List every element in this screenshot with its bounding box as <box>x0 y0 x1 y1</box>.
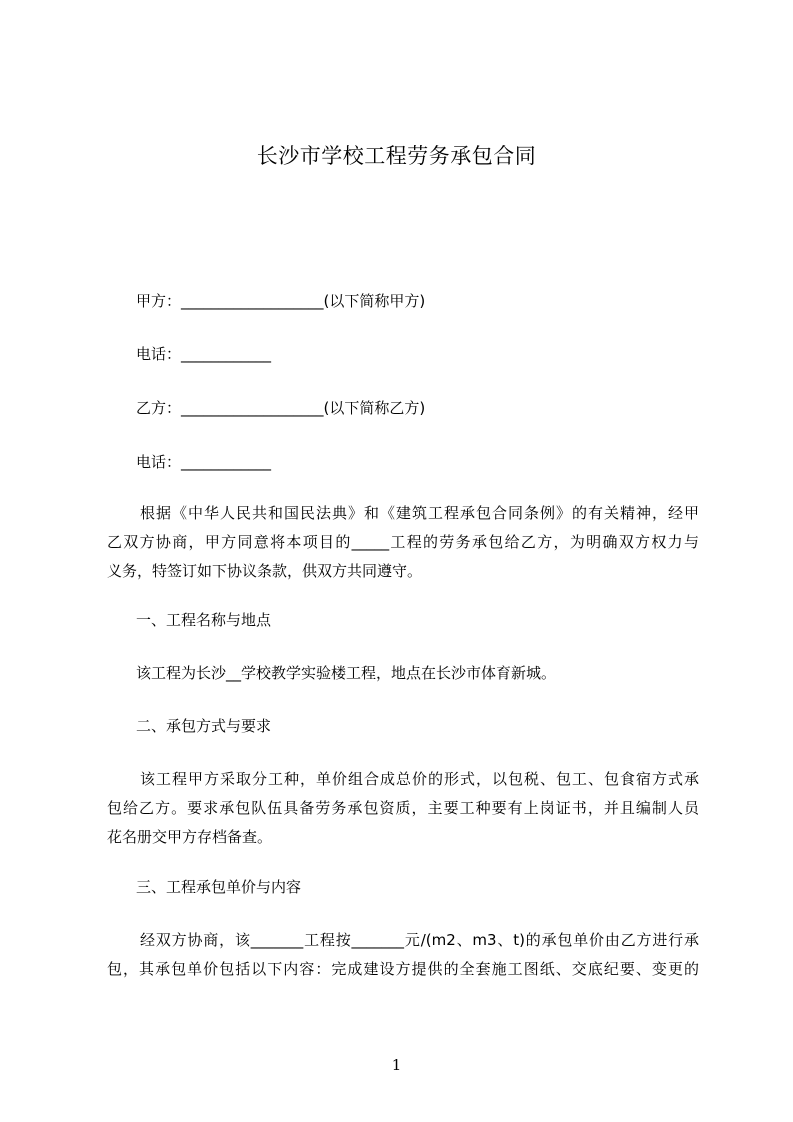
party-b-phone: 电话：____________ <box>136 453 272 471</box>
section-3-heading: 三、工程承包单价与内容 <box>136 878 302 896</box>
intro-line: 义务，特签订如下协议条款，供双方共同遵守。 <box>107 562 423 580</box>
section-3-line: 包，其承包单价包括以下内容：完成建设方提供的全套施工图纸、交底纪要、变更的 <box>107 960 699 978</box>
intro-paragraph <box>107 499 699 586</box>
section-3-line: 经双方协商，该_______工程按_______元/(m2、m3、t)的承包单价由乙方进行承 <box>140 931 699 949</box>
page-number: 1 <box>391 1056 402 1074</box>
document-title: 长沙市学校工程劳务承包合同 <box>256 144 537 168</box>
section-2-paragraph <box>107 765 699 852</box>
section-2-line: 包给乙方。要求承包队伍具备劳务承包资质，主要工种要有上岗证书，并且编制人员 <box>107 799 699 817</box>
intro-line: 根据《中华人民共和国民法典》和《建筑工程承包合同条例》的有关精神，经甲 <box>140 504 699 522</box>
intro-line: 乙双方协商，甲方同意将本项目的_____工程的劳务承包给乙方，为明确双方权力与 <box>107 533 699 551</box>
section-1-text: 该工程为长沙__学校教学实验楼工程，地点在长沙市体育新城。 <box>136 664 557 682</box>
section-1-heading: 一、工程名称与地点 <box>136 611 272 629</box>
section-3-paragraph <box>107 926 699 984</box>
section-2-line: 花名册交甲方存档备查。 <box>107 828 273 846</box>
section-2-line: 该工程甲方采取分工种，单价组合成总价的形式，以包税、包工、包食宿方式承 <box>140 770 699 788</box>
party-b-line: 乙方：___________________(以下简称乙方) <box>136 399 426 417</box>
party-a-phone: 电话：____________ <box>136 345 272 363</box>
section-2-heading: 二、承包方式与要求 <box>136 717 272 735</box>
party-a-line: 甲方：___________________(以下简称甲方) <box>136 292 426 310</box>
